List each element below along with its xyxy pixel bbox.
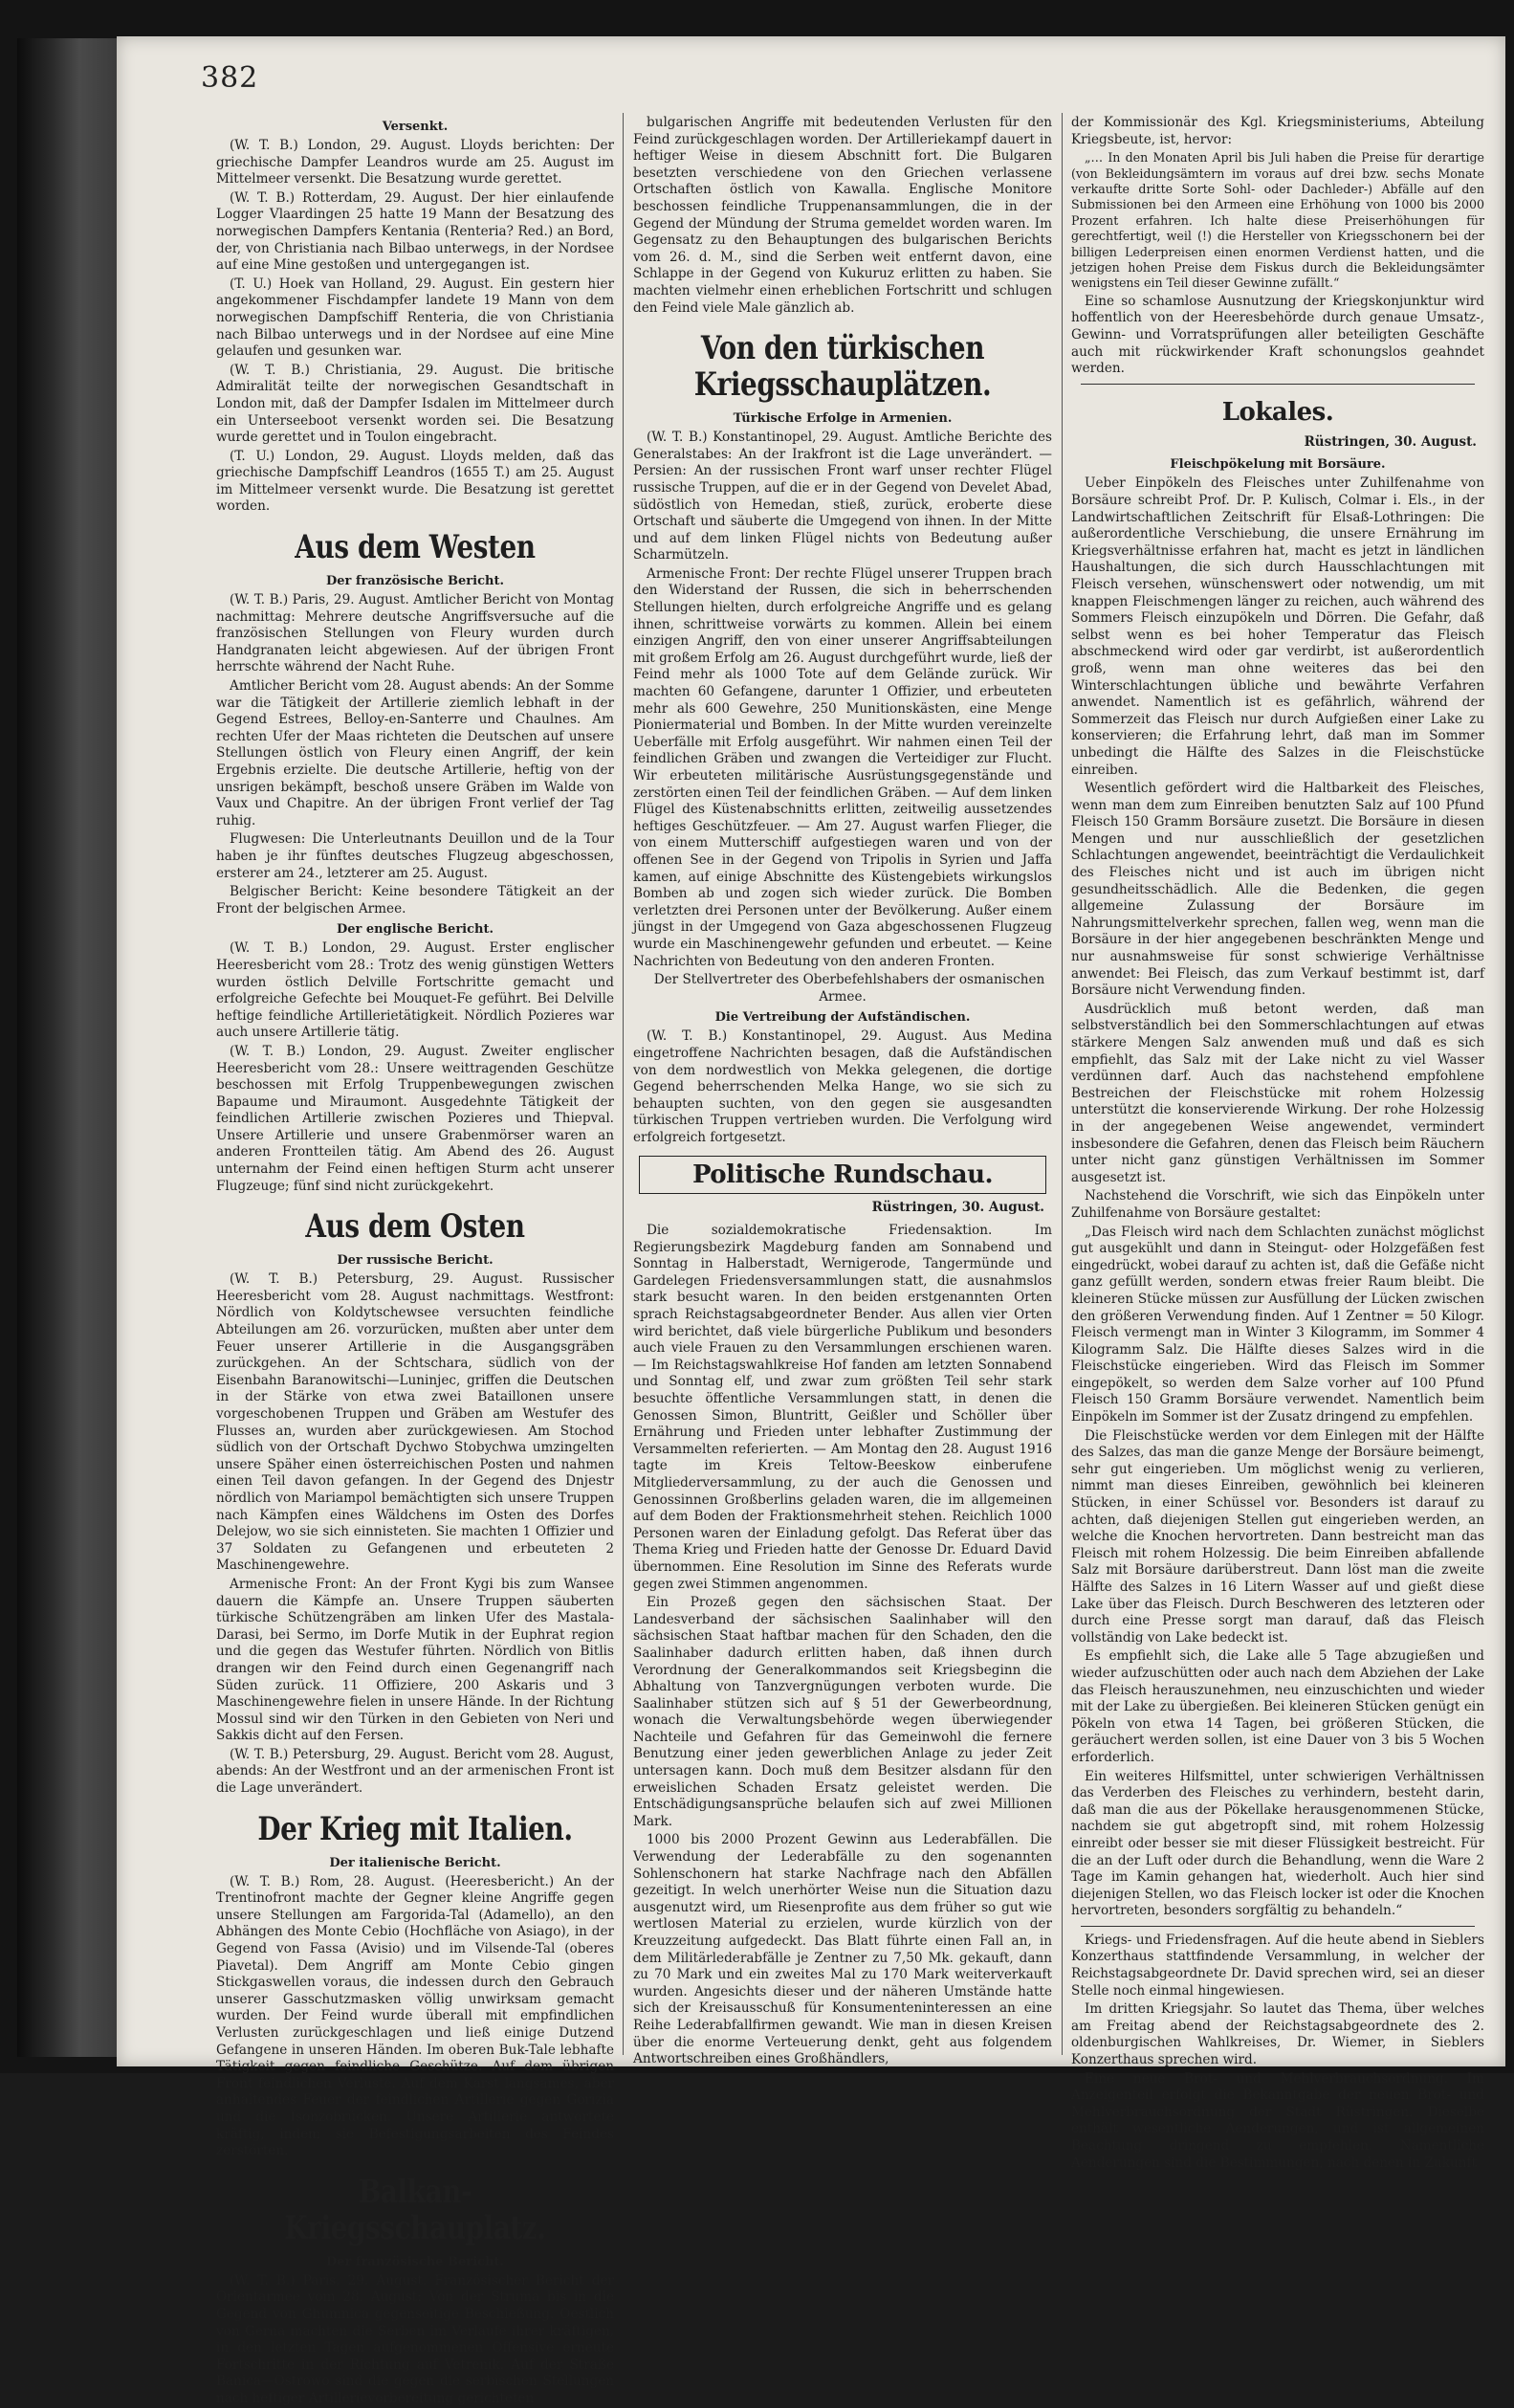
article-paragraph: Armenische Front: An der Front Kygi bis zum Wansee dauern die Kämpfe an. Unsere Truppen säuberten türkische Schützengräben am linken Ufer des Mastala-Darasi, bei Sermo, im Dorfe Mutik in der Euphrat region und die gegen das Westufer führten. Nördlich von Bitlis drangen wir den Feind durch einen Gegenangriff nach Süden zurück. 11 Offiziere, 200 Askaris und 3 Maschinengewehre fielen in unsere Hände. In der Richtung Mossul sind wir den Türken in den Gebieten von Neri und Sakkis dicht auf den Fersen. bbox=[216, 1576, 614, 1744]
article-paragraph: Ein Prozeß gegen den sächsischen Staat. Der Landesverband der sächsischen Saalinhaber will den sächsischen Staat haftbar machen für den Schaden, den die Saalinhaber dadurch erlitten haben, daß ihnen durch Verordnung der Generalkommandos seit Kriegsbeginn die Abhaltung von Tanzvergnügungen verboten wurde. Die Saalinhaber stützen sich auf § 51 der Gewerbeordnung, wonach die Verwaltungsbehörde wegen überwiegender Nachteile und Gefahren für das Gemeinwohl die fernere Benutzung einer jeden gewerblichen Anlage zu jeder Zeit untersagen kann. Doch muß dem Besitzer alsdann für den erweislichen Schaden Ersatz geleistet werden. Die Entschädigungsansprüche belaufen sich auf zwei Millionen Mark. bbox=[633, 1595, 1052, 1829]
article-paragraph: (W. T. B.) Petersburg, 29. August. Russischer Heeresbericht vom 28. August nachmittags. Westfront: Nördlich von Koldytschewsee versuchten feindliche Abteilungen am 26. vorzurücken, mußten aber unter dem Feuer unserer Artillerie in die Ausgangsgräben zurückgehen. An der Schtschara, südlich von der Eisenbahn Baranowitschi—Luninjec, griffen die Deutschen in der Stärke von etwa zwei Bataillonen unsere vorgeschobenen Truppen und Gräben am Westufer des Flusses an, wurden aber zurückgewiesen. Am Stochod südlich von der Ortschaft Dychwo Stobychwa umzingelten unsere Späher einen österreichischen Posten und nahmen einen Teil davon gefangen. In der Gegend des Dnjestr nördlich von Mariampol bemächtigten sich unsere Truppen nach Kämpfen eines Wäldchens im Osten des Dorfes Delejow, wo sie sich einnisteten. Sie machten 1 Offizier und 37 Soldaten zu Gefangenen und erbeuteten 2 Maschinengewehre. bbox=[216, 1271, 614, 1574]
article-paragraph: (W. T. B.) Rom, 28. August. (Heeresbericht.) An der Trentinofront machte der Gegner kleine Angriffe gegen unsere Stellungen am Fargorida-Tal (Adamello), an den Abhängen des Monte Cebio (Hochfläche von Asiago), in der Gegend von Fassa (Avisio) und im Vilsende-Tal (oberes Piavetal). Dem Angriff am Monte Cebio gingen Stickgaswellen voraus, die indessen durch den Gebrauch unserer Gasschutzmasken völlig unwirksam gemacht wurden. Der Feind wurde überall mit empfindlichen Verlusten zurückgeschlagen und ließ einige Dutzend Gefangene in unseren Händen. Im oberen Buk-Tale lebhafte Tätigkeit gegen feindliche Geschütze. Auf dem übrigen Front feindlichen Verluste. Auf dem Karst langsames, aber anhaltendes Feuer der feindlichen Artillerie gegen Gorizia und die Isonzobrücken. Unsere Artillerie antwortete kräftig, indem sie Befestigungsarbeiten des Feindes zerstörten. bbox=[216, 1873, 614, 2159]
subheading: Der englische Bericht. bbox=[336, 922, 494, 938]
section-heading: Versenkt. bbox=[382, 120, 449, 134]
article-paragraph: (T. U.) Hoek van Holland, 29. August. Ein gestern hier angekommener Fischdampfer landete 19 Mann von dem norwegischen Dampfschiff Renteria, die von Christiania nach Bilbao unterwegs und in der Nordsee auf eine Mine gelaufen und gesunken war. bbox=[216, 276, 614, 360]
article-paragraph: 1000 bis 2000 Prozent Gewinn aus Lederabfällen. Die Verwendung der Lederabfälle zu den sogenannten Sohlenschonern hat starke Nachfrage nach den Abfällen gezeitigt. In welch unerhörter Weise nun die Situation dazu ausgenutzt wird, um Riesenprofite aus dem früher so gut wie wertlosen Material zu erzielen, wurde kürzlich von der Kreuzzeitung aufgedeckt. Das Blatt führte einen Fall an, in dem Militärlederabfälle je Zentner zu 7,50 Mk. gekauft, dann zu 70 Mark und ein zweites Mal zu 170 Mark weiterverkauft wurden. Angesichts dieser und der näheren Umstände hatte sich der Kreisausschuß für Konsumenteninteressen an eine Reihe Lederabfallfirmen gewandt. Wie man in diesen Kreisen über die enorme Verteuerung denkt, geht aus folgendem Antwortschreiben eines Großhändlers, bbox=[633, 1832, 1052, 2067]
article-paragraph: (W. T. B.) Rotterdam, 29. August. Der hier einlaufende Logger Vlaardingen 25 hatte 19 Mann der Besatzung des norwegischen Dampfers Kentania (Renteria? Red.) an Bord, der, von Christiania nach Bilbao unterwegs, in der Nordsee auf eine Mine gestoßen und untergegangen ist. bbox=[216, 189, 614, 274]
headline-tuerkei: Von den türkischen Kriegsschauplätzen. bbox=[693, 329, 992, 405]
article-paragraph: Armenische Front: Der rechte Flügel unserer Truppen brach den Widerstand der Russen, die sich in beherrschenden Stellungen hielten, durch erfolgreiche Angriffe und es gelang ihnen, schrittweise vorwärts zu kommen. Allein bei einem einzigen Angriff, den von einer unserer Angriffsabteilungen mit großem Erfolg am 26. August durchgeführt wurde, ließ der Feind mehr als 1000 Tote auf dem Gelände zurück. Wir machten 60 Gefangene, darunter 1 Offizier, und erbeuteten mehr als 600 Gewehre, 250 Munitionskästen, eine Menge Pioniermaterial und Bomben. In der Mitte wurden vereinzelte Ueberfälle mit Erfolg ausgeführt. Wir nahmen einen Teil der feindlichen Gräben und zwangen die Verteidiger zur Flucht. Wir erbeuteten militärische Ausrüstungsgegenstände und zerstörten einen Teil der feindlichen Gräben. — Auf dem linken Flügel des Küstenabschnitts erlitten, zeitweilig aussetzendes heftiges Geschützfeuer. — Am 27. August warfen Flieger, die von einem Mutterschiff aufgestiegen waren und von der offenen See in der Gegend von Tripolis in Syrien und Jaffa kamen, auf einige Abschnitte des Küstengebiets wirkungslos Bomben ab und zogen sich wieder zurück. Die Bomben verletzten drei Personen unter der Bevölkerung. Außer einem jüngst in der Umgegend von Gaza abgeschossenen Flugzeug wurde ein Maschinengewehr gefunden und erbeutet. — Keine Nachrichten von Bedeutung von den anderen Fronten. bbox=[633, 565, 1052, 969]
article-paragraph: Eine so schamlose Ausnutzung der Kriegskonjunktur wird hoffentlich von der Heeresbehörde durch genaue Umsatz-, Gewinn- und Vorratsprüfungen aller beteiligten Geschäfte auch mit rückwirkender Kraft schonungslos geahndet werden. bbox=[1071, 293, 1484, 377]
newspaper-page bbox=[117, 36, 1505, 2406]
article-paragraph: Belgischer Bericht: Keine besondere Tätigkeit an der Front der belgischen Armee. bbox=[216, 884, 614, 917]
column-middle bbox=[633, 115, 1052, 2067]
article-paragraph: (W. T. B.) London, 29. August. Erster englischer Heeresbericht vom 28.: Trotz des wenig günstigen Wetters wurden östlich Delville Fortschritte gemacht und erfolgreiche Gefechte bei Mouquet-Fe geführt. Bei Delville heftige feindliche Artillerietätigkeit. Nördlich Pozieres war auch unsere Artillerie tätig. bbox=[216, 940, 614, 1041]
article-paragraph: (W. T. B.) London, 29. August. Lloyds berichten: Der griechische Dampfer Leandros wurde am 25. August im Mittelmeer versenkt. Die Besatzung wurde gerettet. bbox=[216, 138, 614, 188]
article-paragraph: (T. U.) London, 29. August. Lloyds melden, daß das griechische Dampfschiff Leandros (1655 T.) am 25. August im Mittelmeer versenkt wurde. Die Besatzung ist gerettet worden. bbox=[216, 448, 614, 515]
column-left bbox=[216, 115, 614, 2406]
column-rule bbox=[1062, 113, 1063, 2055]
subheading: Der russische Bericht. bbox=[337, 1253, 494, 1269]
article-paragraph: (W. T. B.) Konstantinopel, 29. August. Aus Medina eingetroffene Nachrichten besagen, daß die Aufständischen von dem nordwestlich von Mekka gelegenen, die dortige Gegend beherrschenden Melka Hange, wo sie sich zu behaupten suchten, von den gegen sie ausgesandten türkischen Truppen vertrieben wurden. Die Verfolgung wird erfolgreich fortgesetzt. bbox=[633, 1028, 1052, 1145]
headline-lokales: Lokales. bbox=[1221, 397, 1334, 427]
subheading: Türkische Erfolge in Armenien. bbox=[733, 411, 953, 427]
article-paragraph: Amtlicher Bericht vom 28. August abends: An der Somme war die Tätigkeit der Artillerie ziemlich lebhaft in der Gegend Estrees, Belloy-en-Santerre und Chaulnes. Am rechten Ufer der Maas richteten die Deutschen auf unsere Stellungen östlich von Fleury einen Angriff, der kein Ergebnis erzielte. Die deutsche Artillerie, heftig von der unsrigen bekämpft, beschoß unsere Gräben im Walde von Vaux und Chapitre. An der übrigen Front verlief der Tag ruhig. bbox=[216, 678, 614, 828]
article-paragraph: Im dritten Kriegsjahr. So lautet das Thema, über welches am Freitag abend der Reichstagsabgeordnete des 2. oldenburgischen Wahlkreises, Dr. Wiemer, in Sieblers Konzerthaus sprechen wird. bbox=[1071, 2001, 1484, 2068]
subheading: Fleischpökelung mit Borsäure. bbox=[1170, 457, 1386, 473]
column-right bbox=[1071, 115, 1484, 2171]
headline-politik: Politische Rundschau. bbox=[691, 1160, 994, 1190]
subheading: Der italienische Bericht. bbox=[329, 1855, 501, 1870]
headline-westen: Aus dem Westen bbox=[295, 528, 536, 567]
dateline: Rüstringen, 30. August. bbox=[871, 1200, 1044, 1216]
article-paragraph: (W. T. B.) Paris, 29. August. Französischer Bericht der Orientarmee vom 28. August: Von der Struma bis in die Gegend von Ghumnica gegenseitige Beschießung. Oestlich von Gerna machten die Serben im Verlaufe ihrer kräftigen, in den letzten Tagen aufgenommenen Offensive erneute Fortschritte in der Richtung auf Vetrenik. Auf der Straße Banica—Ostrowo sind die gegen die serbischen Stellungen nach heftiger Artillerievorbereitung gerichteten bbox=[216, 2272, 614, 2406]
article-quote: Die Fleischstücke werden vor dem Einlegen mit der Hälfte des Salzes, das man die ganze Menge der Borsäure beimengt, sehr gut eingerieben. Um möglichst wenig zu verlieren, nimmt man dieses Einreiben, gewöhnlich bei kleineren Stücken, in einer Schüssel vor. Besonders ist darauf zu achten, daß diejenigen Stellen gut eingerieben werden, an welche die Knochen hervortreten. Dann bestreicht man das Fleisch mit rohem Holzessig. Die beim Einreiben abfallende Salz mit Borsäure darüberstreut. Dann löst man die zweite Hälfte des Salzes in 16 Litern Wasser auf und gießt diese Lake über das Fleisch. Durch Beschweren des letzteren oder durch eine Presse sorgt man darauf, daß das Fleisch vollständig von Lake bedeckt ist. bbox=[1071, 1427, 1484, 1646]
article-paragraph: bulgarischen Angriffe mit bedeutenden Verlusten für den Feind zurückgeschlagen worden. Der Artilleriekampf dauert in heftiger Weise in diesem Abschnitt fort. Die Bulgaren besetzten verschiedene von den Griechen verlassene Ortschaften östlich von Kawalla. Englische Monitore beschossen feindliche Truppenansammlungen, die in der Gegend der Mündung der Struma gemeldet worden waren. Im Gegensatz zu den Behauptungen des bulgarischen Berichts vom 26. d. M., sind die Serben weit entfernt davon, eine Schlappe in der Gegend von Kukuruz erlitten zu haben. Sie machten vielmehr einen erheblichen Fortschritt und schlugen den Feind viele Male gänzlich ab. bbox=[633, 115, 1052, 316]
page-number: 382 bbox=[201, 61, 259, 95]
article-paragraph: (W. T. B.) Petersburg, 29. August. Bericht vom 28. August, abends: An der Westfront und an der armenischen Front ist die Lage unverändert. bbox=[216, 1746, 614, 1797]
headline-italien: Der Krieg mit Italien. bbox=[257, 1809, 573, 1848]
article-paragraph: Wesentlich gefördert wird die Haltbarkeit des Fleisches, wenn man dem zum Einreiben benutzten Salz auf 100 Pfund Fleisch 150 Gramm Borsäure zusetzt. Die Borsäure in diesen Mengen und nur ausschließlich der gesetzlichen Schlachtungen angewendet, beeinträchtigt die Verdaulichkeit des Fleisches nicht und ist auch im übrigen nicht gesundheitsschädlich. Alle die Bedenken, die gegen allgemeine Zulassung der Borsäure im Nahrungsmittelverkehr sprechen, fallen weg, wenn man die Borsäure in der hier angegebenen beschränkten Menge und nur ausnahmsweise für sonst schwierige Verhältnisse anwendet: Bei Fleisch, das zum Verkauf bestimmt ist, darf Borsäure nicht Verwendung finden. bbox=[1071, 781, 1484, 999]
headline-osten: Aus dem Osten bbox=[305, 1207, 525, 1247]
article-paragraph: (W. T. B.) Christiania, 29. August. Die britische Admiralität teilte der norwegischen Gesandtschaft in London mit, daß der Dampfer Isdalen im Mittelmeer durch ein Unterseeboot versenkt worden sei. Die Besatzung wurde gerettet und in Toulon eingebracht. bbox=[216, 362, 614, 446]
article-paragraph: Ueber Einpökeln des Fleisches unter Zuhilfenahme von Borsäure schreibt Prof. Dr. P. Kulisch, Colmar i. Els., in der Landwirtschaftlichen Zeitschrift für Elsaß-Lothringen: Die außerordentliche Verschiebung, die unsere Ernährung im Kriegsverhältnisse erfahren hat, macht es jetzt in ländlichen Haushaltungen, die sich durch Hausschlachtungen mit Fleisch versehen, wünschenswert oder notwendig, um mit knappen Fleischmengen länger zu reichen, auch während des Sommers Fleisch einzupökeln und Dörren. Die Gefahr, daß selbst wenn es bei hoher Temperatur das Fleisch abschmeckend wird oder gar verdirbt, ist außerordentlich groß, wenn man ohne weiteres das bei den Winterschlachtungen übliche und bewährte Verfahren anwendet. Namentlich ist es gefährlich, während der Sommerzeit das Fleisch nur durch Aufgießen einer Lake zu konservieren; die Erfahrung lehrt, daß man im Sommer unbedingt die Hälfte des Salzes in die Fleischstücke einreiben. bbox=[1071, 475, 1484, 778]
article-paragraph: (W. T. B.) Konstantinopel, 29. August. Amtliche Berichte des Generalstabes: An der Irakfront ist die Lage unverändert. — Persien: An der russischen Front warf unser rechter Flügel russische Truppen, auf die er in der Gegend von Develet Abad, südöstlich von Hemedan, stieß, zurück, eroberte diese Ortschaft und säuberte die Umgegend von ihnen. In der Mitte und auf dem linken Flügel nichts von Bedeutung außer Scharmützeln. bbox=[633, 430, 1052, 563]
article-quote: Ein weiteres Hilfsmittel, unter schwierigen Verhältnissen das Verderben des Fleisches zu verhindern, besteht darin, daß man die aus der Pökellake herausgenommenen Stücke, nachdem sie gut abgetropft sind, mit rohem Holzessig einreibt oder besser sie mit dieser Flüssigkeit bestreicht. Für die an der Luft oder durch die Behandlung, wenn die Ware 2 Tage im Kamin gehangen hat, wiederholt. Auch hier sind diejenigen Stellen, wo das Fleisch locker ist oder die Knochen hervortreten, besonders sorgfältig zu behandeln.“ bbox=[1071, 1768, 1484, 1919]
article-paragraph: (W. T. B.) Paris, 29. August. Amtlicher Bericht von Montag nachmittag: Mehrere deutsche Angriffsversuche auf die französischen Stellungen von Fleury wurden durch Handgranaten leicht abgewiesen. Auf der übrigen Front herrschte während der Nacht Ruhe. bbox=[216, 592, 614, 675]
subheading: Der französische Bericht. bbox=[326, 574, 504, 589]
headline-balkan: Balkan-Kriegsschauplatz. bbox=[284, 2172, 546, 2247]
article-quote: „… In den Monaten April bis Juli haben die Preise für derartige (von Bekleidungsämtern im voraus auf drei bzw. sechs Monate verkaufte dritte Sorte Sohl- oder Dachleder-) Abfälle auf den Submissionen bei den Armeen eine Erhöhung von 1000 bis 2000 Prozent erfahren. Ich halte diese Preiserhöhungen für gerechtfertigt, weil (!) die Hersteller von Kriegsschonern bei der billigen Lederpreisen einen enormen Verdienst hatten, und die jetzigen hohen Preise dem Fiskus durch die Bekleidungsämter wenigstens ein Teil dieser Gewinne zufällt.“ bbox=[1071, 150, 1484, 291]
article-paragraph: Eine neue Brot- und Mehlverbrauchsordnung. Im Anzeigenteil erfolgt die Bekanntgabe der neuen Brot- und Mehlverbrauchsordnung der Stadt Rüstringen. Dieselbe enthält wesentliche Aenderungen, und ist allgemeinen Beachtung dringend zu empfehlen. Namentliche Aenderungen sind die Bestimmungen, nach denen in Zukunft bbox=[1071, 2070, 1484, 2171]
article-paragraph: Flugwesen: Die Unterleutnants Deuillon und de la Tour haben je ihr fünftes deutsches Flugzeug abgeschossen, ersterer am 24., letzterer am 25. August. bbox=[216, 831, 614, 881]
subheading: Die Vertreibung der Aufständischen. bbox=[714, 1010, 971, 1026]
article-quote: Es empfiehlt sich, die Lake alle 5 Tage abzugießen und wieder aufzuschütten oder auch nach dem Abziehen der Lake das Fleisch herauszunehmen, neu einzuschichten und wieder mit der Lake zu übergießen. Bei kleineren Stücken genügt ein Pökeln von etwa 14 Tagen, bei größeren Stücken, die geräuchert werden sollen, ist eine Dauer von 3 bis 5 Wochen erforderlich. bbox=[1071, 1648, 1484, 1765]
section-rule bbox=[1081, 384, 1475, 385]
book-binding bbox=[17, 38, 121, 2057]
section-box bbox=[639, 1156, 1046, 1194]
dateline: Rüstringen, 30. August. bbox=[1304, 433, 1477, 450]
subheading: Der französische Bericht. bbox=[326, 2254, 504, 2269]
article-paragraph: Nachstehend die Vorschrift, wie sich das Einpökeln unter Zuhilfenahme von Borsäure gestaltet: bbox=[1071, 1188, 1484, 1221]
article-quote: „Das Fleisch wird nach dem Schlachten zunächst möglichst gut ausgekühlt und dann in Steingut- oder Holzgefäßen fest eingedrückt, wobei darauf zu achten ist, daß die Gefäße nicht ganz gefüllt werden, sondern etwas freier Raum bleibt. Die kleineren Stücke müssen zur Ausfüllung der Lücken zwischen den größeren Verwendung finden. Auf 1 Zentner = 50 Kilogr. Fleisch vermengt man in Winter 3 Kilogramm, im Sommer 4 Kilogramm Salz. Die Hälfte dieses Salzes wird in die Fleischstücke eingerieben. Wird das Fleisch im Sommer eingepökelt, so werden dem Salze vorher auf 100 Pfund Fleisch 150 Gramm Borsäure verwendet. Namentlich beim Einpökeln im Sommer ist der Zusatz dringend zu empfehlen. bbox=[1071, 1224, 1484, 1425]
article-paragraph: der Kommissionär des Kgl. Kriegsministeriums, Abteilung Kriegsbeute, ist, hervor: bbox=[1071, 115, 1484, 147]
article-paragraph: Die sozialdemokratische Friedensaktion. Im Regierungsbezirk Magdeburg fanden am Sonnabend und Sonntag in Halberstadt, Wernigerode, Tangermünde und Gardelegen Friedensversammlungen statt, die ausnahmslos stark besucht waren. In den beiden erstgenannten Orten sprach Reichstagsabgeordneter Bender. Aus allen vier Orten wird berichtet, daß viele bürgerliche Publikum und besonders auch viele Frauen zu den Versammlungen erschienen waren. — Im Reichstagswahlkreise Hof fanden am letzten Sonnabend und Sonntag elf, und zwar zum größten Teil sehr stark besuchte öffentliche Versammlungen statt, in denen die Genossen Simon, Bluntritt, Geißler und Schöller über Ernährung und Frieden unter lebhafter Zustimmung der Versammelten referierten. — Am Montag den 28. August 1916 tagte im Kreis Teltow-Beeskow einberufene Mitgliederversammlung, zu der auch die Genossen und Genossinnen Großberlins geladen waren, die im allgemeinen auf dem Boden der Fraktionsmehrheit stehen. Reichlich 1000 Personen waren der Einladung gefolgt. Das Referat über das Thema Krieg und Frieden hatte der Genosse Dr. Eduard David übernommen. Eine Resolution im Sinne des Referats wurde gegen zwei Stimmen angenommen. bbox=[633, 1223, 1052, 1592]
article-paragraph: Kriegs- und Friedensfragen. Auf die heute abend in Sieblers Konzerthaus stattfindende Versammlung, in welcher der Reichstagsabgeordnete Dr. David sprechen wird, sei an dieser Stelle noch einmal hingewiesen. bbox=[1071, 1932, 1484, 1999]
section-rule bbox=[1081, 1926, 1475, 1927]
article-paragraph: (W. T. B.) London, 29. August. Zweiter englischer Heeresbericht vom 28.: Unsere weittragenden Geschütze beschossen mit Erfolg Truppenbewegungen zwischen Bapaume und Miraumont. Ausgedehnte Tätigkeit der feindlichen Artillerie zwischen Pozieres und Thiepval. Unsere Artillerie und unsere Grabenmörser waren an anderen Frontteilen tätig. Am Abend des 26. August unternahm der Feind einen heftigen Sturm acht unserer Flugzeuge; fünf sind nicht zurückgekehrt. bbox=[216, 1043, 614, 1194]
column-rule bbox=[623, 113, 624, 2055]
article-signature: Der Stellvertreter des Oberbefehlshabers der osmanischen Armee. bbox=[653, 972, 1045, 1005]
article-paragraph: Ausdrücklich muß betont werden, daß man selbstverständlich bei den Sommerschlachtungen auf etwas stärkere Mengen Salz anwenden muß und daß es sich empfiehlt, das Salz mit der Lake nicht zu viel Wasser verdünnen darf. Auch das nachstehend empfohlene Bestreichen der Fleischstücke mit rohem Holzessig unterstützt die konservierende Wirkung. Der rohe Holzessig in der angegebenen Weise angewendet, vermindert insbesondere die Gefahren, denen das Fleisch beim Räuchern unter nicht ganz günstigen Verhältnissen im Sommer ausgesetzt ist. bbox=[1071, 1001, 1484, 1185]
